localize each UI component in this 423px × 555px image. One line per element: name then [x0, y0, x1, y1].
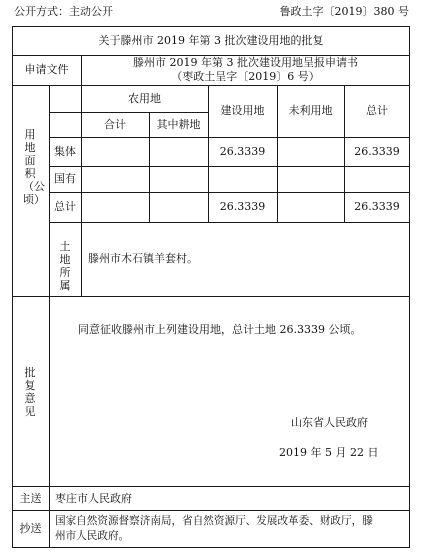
divider [49, 166, 410, 167]
unused-header: 未利用地 [288, 104, 333, 117]
divider [12, 296, 410, 297]
approval-date: 2019 年 5 月 22 日 [279, 446, 379, 459]
border-left [12, 26, 13, 548]
border-bottom [12, 547, 410, 548]
row-label: 国有 [54, 172, 76, 185]
divider [49, 192, 410, 193]
construction-value: 26.3339 [219, 200, 266, 213]
cc-line-2: 州市人民政府。 [55, 530, 130, 542]
main-send-label: 主送 [19, 492, 42, 505]
total-header: 总计 [366, 104, 388, 117]
main-send-value: 枣庄市人民政府 [55, 492, 132, 505]
ownership-label: 土地所属 [59, 240, 71, 292]
row-label: 总计 [54, 200, 76, 213]
divider [49, 137, 410, 138]
document-number: 鲁政土字〔2019〕380 号 [279, 5, 409, 18]
border-top [12, 26, 410, 27]
cc-line-1: 国家自然资源督察济南局，省自然资源厅、发展改革委、财政厅，滕 [55, 515, 373, 527]
subtotal-header: 合计 [104, 118, 126, 131]
area-side-label: 用地面积（公顷） [23, 128, 45, 206]
document-title: 关于滕州市 2019 年第 3 批次建设用地的批复 [98, 34, 324, 47]
ownership-value: 滕州市木石镇羊套村。 [88, 252, 198, 265]
farmland-header: 农用地 [128, 92, 161, 105]
total-value: 26.3339 [354, 200, 400, 213]
divider [81, 85, 82, 296]
disclosure-mode: 公开方式：主动公开 [14, 5, 113, 18]
application-reference: （枣政土呈字〔2019〕6 号） [171, 70, 320, 83]
divider [12, 510, 410, 511]
construction-value: 26.3339 [219, 145, 266, 158]
construction-header: 建设用地 [220, 104, 265, 117]
divider [49, 222, 410, 223]
application-title: 滕州市 2019 年第 3 批次建设用地呈报申请书 [133, 56, 358, 69]
approval-label: 批复意见 [24, 366, 36, 418]
application-label: 申请文件 [24, 63, 69, 76]
document-header [14, 3, 409, 17]
divider [81, 112, 208, 113]
divider [49, 112, 81, 113]
row-label: 集体 [54, 145, 76, 158]
divider [49, 486, 50, 548]
approval-text: 同意征收滕州市上列建设用地，总计土地 26.3339 公顷。 [78, 323, 362, 336]
divider [12, 85, 410, 86]
approving-authority: 山东省人民政府 [291, 416, 368, 429]
divider [12, 486, 410, 487]
cc-label: 抄送 [19, 522, 42, 535]
total-value: 26.3339 [354, 145, 400, 158]
cultivated-header: 其中耕地 [156, 118, 201, 131]
approval-form [12, 26, 410, 548]
